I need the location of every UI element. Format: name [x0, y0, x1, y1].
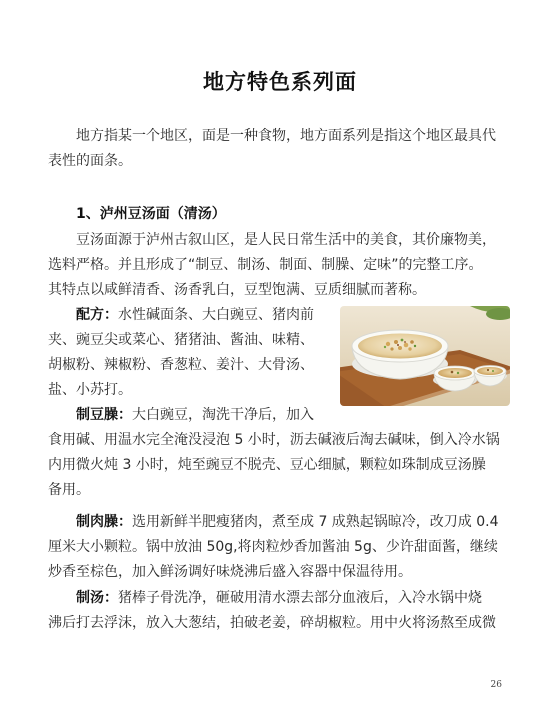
description-line: 豆汤面源于泸州古叙山区，是人民日常生活中的美食，其价廉物美，: [76, 232, 496, 248]
recipe-line: 夹、豌豆尖或菜心、猪猪油、酱油、味精、: [48, 332, 314, 348]
bean-topping-line: 制豆臊：大白豌豆，淘洗干净后，加入: [76, 407, 314, 423]
description-line: 选料严格。并且形成了“制豆、制汤、制面、制臊、定味”的完整工序。: [48, 257, 483, 273]
soup-line: 制汤：猪棒子骨洗净，砸破用清水漂去部分血液后，入冷水锅中烧: [76, 590, 482, 606]
bean-topping-line: 内用微火炖 3 小时，炖至豌豆不脱壳、豆心细腻，颗粒如珠制成豆汤臊: [48, 457, 486, 473]
bean-topping-label: 制豆臊：: [76, 407, 132, 423]
section-heading: 1、泸州豆汤面（清汤）: [76, 206, 226, 222]
noodle-soup-photo: [340, 306, 510, 406]
recipe-line: 配方：水性碱面条、大白豌豆、猪肉前: [76, 307, 314, 323]
meat-topping-label: 制肉臊：: [76, 514, 132, 530]
intro-line: 表性的面条。: [48, 153, 132, 169]
noodle-soup-photo-illustration: [340, 306, 510, 406]
bean-topping-paragraph: [48, 403, 514, 503]
page-title: 地方特色系列面: [203, 70, 357, 94]
soup-paragraph: [48, 586, 514, 636]
page-number: 26: [490, 680, 502, 690]
description-paragraph: [48, 228, 514, 303]
intro-line: 地方指某一个地区，面是一种食物，地方面系列是指这个地区最具代: [76, 128, 496, 144]
bean-topping-line: 食用碱、用温水完全淹没浸泡 5 小时，沥去碱液后淘去碱味，倒入冷水锅: [48, 432, 500, 448]
recipe-label: 配方：: [76, 307, 118, 323]
soup-line: 沸后打去浮沫，放入大葱结，拍破老姜，碎胡椒粒。用中火将汤熬至成微: [48, 615, 496, 631]
soup-label: 制汤：: [76, 590, 118, 606]
meat-topping-line: 炒香至棕色，加入鲜汤调好味烧沸后盛入容器中保温待用。: [48, 564, 412, 580]
meat-topping-line: 厘米大小颗粒。锅中放油 50g,将肉粒炒香加酱油 5g、少许甜面酱，继续: [48, 539, 498, 555]
intro-paragraph: [48, 124, 514, 174]
description-line: 其特点以咸鲜清香、汤香乳白，豆型饱满、豆质细腻而著称。: [48, 282, 426, 298]
meat-topping-line: 制肉臊：选用新鲜半肥瘦猪肉，煮至成 7 成熟起锅晾冷，改刀成 0.4: [76, 514, 499, 530]
bean-topping-line: 备用。: [48, 482, 90, 498]
recipe-paragraph: [48, 303, 338, 403]
recipe-line: 胡椒粉、辣椒粉、香葱粒、姜汁、大骨汤、: [48, 357, 314, 373]
recipe-line: 盐、小苏打。: [48, 382, 132, 398]
meat-topping-paragraph: [48, 510, 514, 585]
